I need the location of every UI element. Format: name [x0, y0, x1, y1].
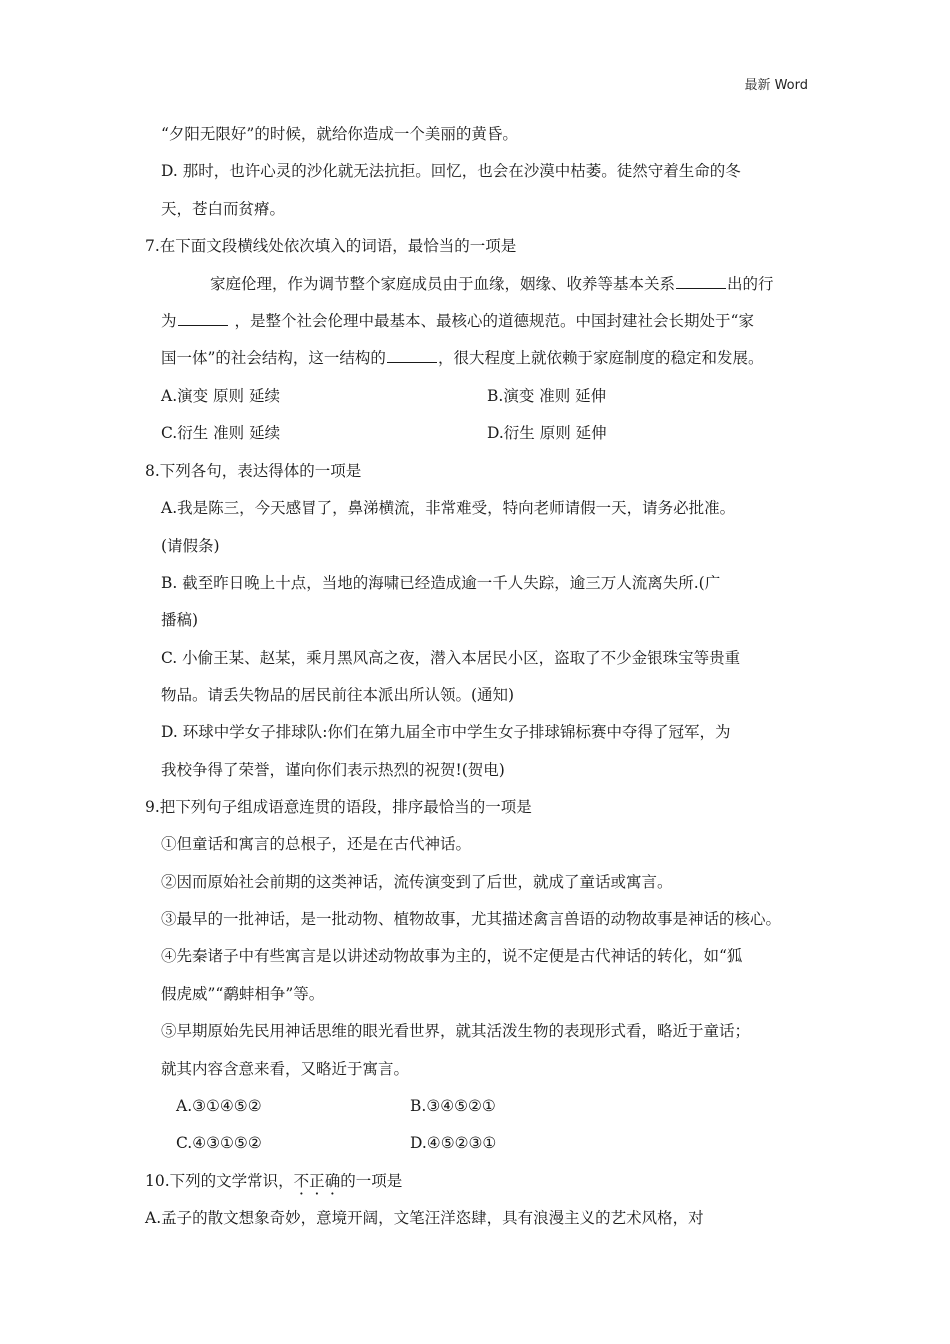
option-d-line: D. 那时，也许心灵的沙化就无法抗拒。回忆，也会在沙漠中枯萎。徒然守着生命的冬: [161, 162, 741, 180]
passage-text: ，是整个社会伦理中最基本、最核心的道德规范。中国封建社会长期处于“家: [234, 312, 754, 330]
option-c: C.衍生 准则 延续: [161, 424, 281, 442]
fill-blank: [387, 348, 437, 363]
question-10: [145, 1171, 402, 1191]
passage-text: 家庭伦理，作为调节整个家庭成员由于血缘，姻缘、收养等基本关系: [210, 275, 676, 293]
sentence-4-cont: 假虎威”“鹬蚌相争”等。: [161, 985, 325, 1003]
option-b: B.演变 准则 延伸: [487, 387, 607, 405]
question-8: 8.下列各句，表达得体的一项是: [145, 462, 362, 480]
question-7: 7.在下面文段横线处依次填入的词语，最恰当的一项是: [145, 237, 517, 255]
passage-text: 为: [161, 312, 177, 330]
option-d-cont: 我校争得了荣誉，谨向你们表示热烈的祝贺!(贺电): [161, 761, 505, 779]
option-d: D. 环球中学女子排球队:你们在第九届全市中学生女子排球锦标赛中夺得了冠军，为: [161, 723, 731, 741]
question-text: 的一项是: [340, 1172, 403, 1190]
passage-text: 国一体”的社会结构，这一结构的: [161, 349, 386, 367]
emphasized-char: 确: [324, 1172, 341, 1190]
option-a: A.演变 原则 延续: [161, 387, 280, 405]
question-text: 10.下列的文学常识，: [145, 1172, 294, 1190]
option-a: A.孟子的散文想象奇妙，意境开阔，文笔汪洋恣肆，具有浪漫主义的艺术风格，对: [145, 1209, 704, 1227]
option-b-cont: 播稿): [161, 611, 199, 629]
passage-line: [161, 348, 763, 368]
fill-blank: [178, 311, 228, 326]
question-9: 9.把下列句子组成语意连贯的语段，排序最恰当的一项是: [145, 798, 532, 816]
text-line: 天，苍白而贫瘠。: [161, 200, 286, 218]
passage-text: ，很大程度上就依赖于家庭制度的稳定和发展。: [437, 349, 764, 367]
passage-line: [161, 311, 754, 331]
option-c: C. 小偷王某、赵某，乘月黑风高之夜，潜入本居民小区，盗取了不少金银珠宝等贵重: [161, 649, 741, 667]
option-b: B.③④⑤②①: [410, 1097, 496, 1115]
text-line: “夕阳无限好”的时候，就给你造成一个美丽的黄昏。: [161, 125, 518, 143]
option-c-cont: 物品。请丢失物品的居民前往本派出所认领。(通知): [161, 686, 515, 704]
passage-line: [210, 274, 774, 294]
emphasized-char: 不: [293, 1172, 310, 1190]
option-a: A.③①④⑤②: [176, 1097, 262, 1115]
sentence-4: ④先秦诸子中有些寓言是以讲述动物故事为主的，说不定便是古代神话的转化，如“狐: [161, 947, 743, 965]
sentence-3: ③最早的一批神话，是一批动物、植物故事，尤其描述禽言兽语的动物故事是神话的核心。: [161, 910, 782, 928]
option-d: D.④⑤②③①: [410, 1134, 497, 1152]
header-label: 最新 Word: [744, 78, 808, 93]
fill-blank: [676, 274, 726, 289]
sentence-1: ①但童话和寓言的总根子，还是在古代神话。: [161, 835, 472, 853]
sentence-5-cont: 就其内容含意来看，又略近于寓言。: [161, 1060, 410, 1078]
sentence-5: ⑤早期原始先民用神话思维的眼光看世界，就其活泼生物的表现形式看，略近于童话；: [161, 1022, 751, 1040]
option-b: B. 截至昨日晚上十点，当地的海啸已经造成逾一千人失踪，逾三万人流离失所.(广: [161, 574, 721, 592]
emphasized-char: 正: [309, 1172, 325, 1190]
option-d: D.衍生 原则 延伸: [487, 424, 607, 442]
option-c: C.④③①⑤②: [176, 1134, 262, 1152]
option-a-cont: (请假条): [161, 537, 220, 555]
option-a: A.我是陈三，今天感冒了，鼻涕横流，非常难受，特向老师请假一天，请务必批准。: [161, 499, 736, 517]
sentence-2: ②因而原始社会前期的这类神话，流传演变到了后世，就成了童话或寓言。: [161, 873, 673, 891]
passage-text: 出的行: [727, 275, 774, 293]
